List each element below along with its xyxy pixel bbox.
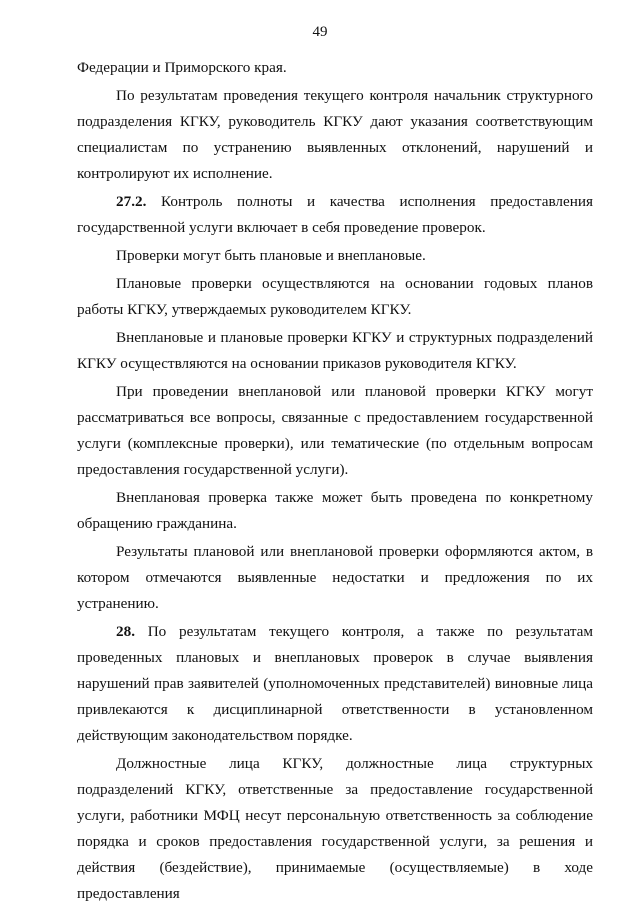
paragraph-text: Внеплановая проверка также может быть проведена по конкретному обращению гражданина. (77, 489, 593, 532)
paragraph-9 (77, 539, 593, 617)
paragraph-27-2 (77, 189, 593, 241)
paragraph-text: Плановые проверки осуществляются на основании годовых планов работы КГКУ, утверждаемых руководителем КГКУ. (77, 275, 593, 318)
paragraph-text: По результатам текущего контроля, а также по результатам проведенных плановых и внеплановых проверок в случае выявления нарушений прав заявителей (уполномоченных представителей) виновные лица привлекаются к дисциплинарной ответственности в установленном действующим законодательством порядке. (77, 623, 593, 744)
paragraph-text: Результаты плановой или внеплановой проверки оформляются актом, в котором отмечаются выявленные недостатки и предложения по их устранению. (77, 543, 593, 612)
page-number: 49 (312, 24, 328, 40)
paragraph-text: Контроль полноты и качества исполнения предоставления государственной услуги включает в себя проведение проверок. (77, 193, 593, 236)
paragraph-28 (77, 619, 593, 749)
paragraph-8 (77, 485, 593, 537)
paragraph-text: Федерации и Приморского края. (77, 59, 287, 76)
paragraph-1 (77, 55, 593, 81)
section-number: 27.2. (116, 193, 147, 210)
paragraph-text: Должностные лица КГКУ, должностные лица структурных подразделений КГКУ, ответственные за предоставление государственной услуги, работники МФЦ несут персональную ответственность за соблюдение порядка и сроков предоставления государственной услуги, за решения и действия (бездействие), принимаемые (осуществляемые) в ходе предоставления (77, 755, 593, 902)
paragraph-2 (77, 83, 593, 187)
paragraph-text: Проверки могут быть плановые и внеплановые. (116, 247, 426, 264)
paragraph-6 (77, 325, 593, 377)
section-number: 28. (116, 623, 135, 640)
paragraph-text: При проведении внеплановой или плановой проверки КГКУ могут рассматриваться все вопросы, связанные с предоставлением государственной услуги (комплексные проверки), или тематические (по отдельным вопросам предоставления государственной услуги). (77, 383, 593, 478)
paragraph-text: Внеплановые и плановые проверки КГКУ и структурных подразделений КГКУ осуществляются на основании приказов руководителя КГКУ. (77, 329, 593, 372)
document-body (77, 55, 593, 907)
paragraph-4 (77, 243, 593, 269)
paragraph-5 (77, 271, 593, 323)
paragraph-11 (77, 751, 593, 907)
paragraph-text: По результатам проведения текущего контроля начальник структурного подразделения КГКУ, руководитель КГКУ дают указания соответствующим специалистам по устранению выявленных отклонений, нарушений и контролируют их исполнение. (77, 87, 593, 182)
paragraph-7 (77, 379, 593, 483)
